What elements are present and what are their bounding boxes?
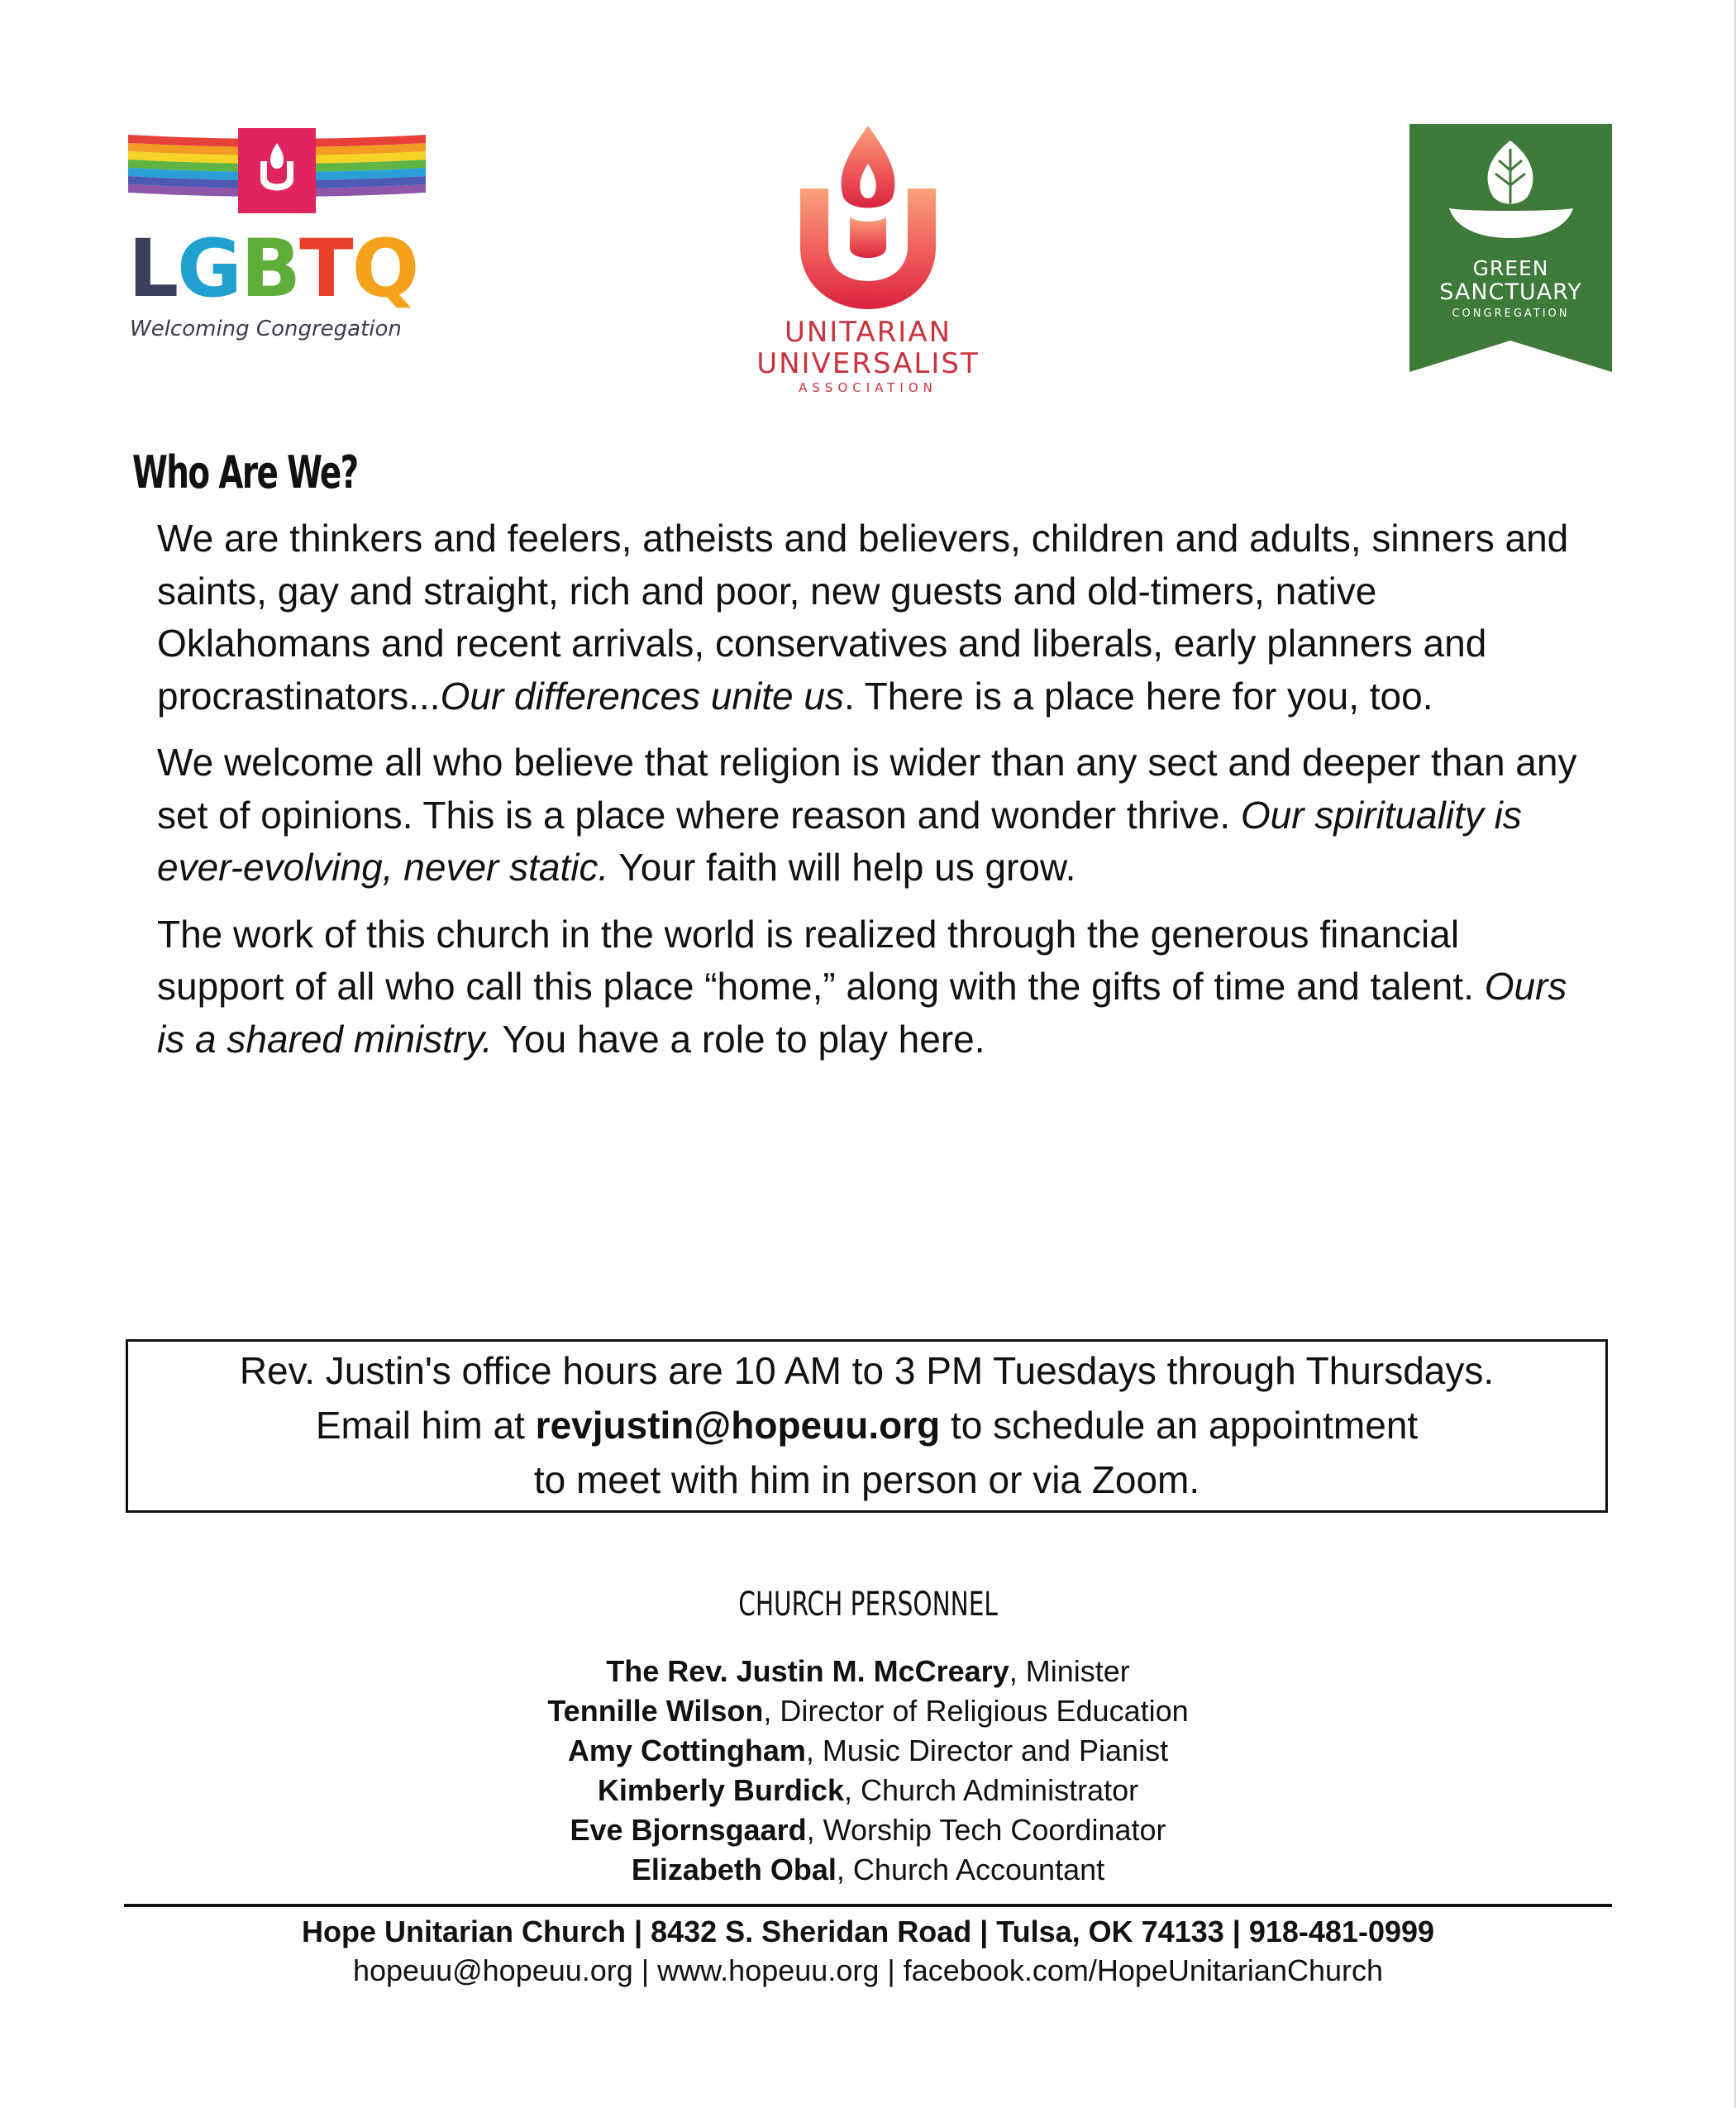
who-are-we-body [157, 513, 1587, 1080]
person-name: Eve Bjornsgaard [570, 1813, 807, 1847]
lgbtq-letter: L [128, 222, 178, 315]
text-run: . There is a place here for you, too. [843, 674, 1433, 718]
emphasis-text: Our differences unite us [440, 674, 844, 718]
lgbtq-wordmark [128, 222, 426, 315]
green-line-green: GREEN [1472, 256, 1549, 280]
rainbow-flag-icon [128, 128, 426, 223]
uua-line-universalist: UNIVERSALIST [756, 347, 980, 380]
person-role: , Church Administrator [843, 1773, 1139, 1807]
person-role: , Minister [1009, 1654, 1130, 1688]
footer-divider [124, 1904, 1612, 1907]
person-name: Amy Cottingham [567, 1734, 806, 1767]
text-run: Your faith will help us grow. [608, 846, 1076, 889]
person-role: , Church Accountant [836, 1853, 1105, 1886]
person-role: , Music Director and Pianist [805, 1734, 1169, 1767]
person-name: Kimberly Burdick [597, 1773, 844, 1807]
lgbtq-subtitle: Welcoming Congregation [130, 317, 402, 341]
office-email-line [128, 1398, 1605, 1452]
green-line-sanctuary: SANCTUARY [1439, 279, 1582, 305]
person-name: Elizabeth Obal [631, 1853, 837, 1886]
personnel-list [0, 1652, 1736, 1890]
text-run: We are thinkers and feelers, atheists and believers, children and adults, sinners and saints, gay and straight, rich and poor, new guests and old-timers, native Oklahomans and recent arrivals, conservatives and liberals, early planners and procrastinators... [157, 517, 1569, 718]
text-run: to schedule an appointment [940, 1404, 1419, 1447]
emphasis-text: Our spirituality is ever-evolving, never static. [157, 793, 1522, 889]
uua-line-association: ASSOCIATION [799, 380, 937, 395]
personnel-title: CHURCH PERSONNEL [738, 1586, 998, 1624]
text-run: Email him at [315, 1404, 536, 1447]
lgbtq-letter: Q [351, 222, 418, 315]
text-run: You have a role to play here. [492, 1017, 985, 1061]
uua-logo [756, 124, 980, 397]
person-role: , Director of Religious Education [763, 1694, 1189, 1728]
person-name: Tennille Wilson [547, 1694, 764, 1728]
personnel-item [0, 1850, 1736, 1890]
lgbtq-letter: B [240, 222, 300, 315]
text-run: We welcome all who believe that religion is wider than any sect and deeper than any set of opinions. This is a place where reason and wonder thrive. [157, 741, 1577, 837]
personnel-item [0, 1731, 1736, 1771]
office-zoom-line: to meet with him in person or via Zoom. [533, 1458, 1200, 1501]
personnel-item [0, 1771, 1736, 1810]
green-line-congregation: CONGREGATION [1452, 308, 1570, 320]
flaming-chalice-icon [761, 124, 975, 310]
text-run: The work of this church in the world is realized through the generous financial support of all who call this place “home,” along with the gifts of time and talent. [157, 912, 1485, 1008]
footer-contact-links[interactable]: hopeuu@hopeuu.org | www.hopeuu.org | facebook.com/HopeUnitarianChurch [352, 1953, 1384, 1987]
green-sanctuary-logo [1409, 124, 1612, 372]
email-link[interactable]: revjustin@hopeuu.org [535, 1404, 941, 1447]
person-role: , Worship Tech Coordinator [806, 1813, 1166, 1847]
footer-address: Hope Unitarian Church | 8432 S. Sheridan Road | Tulsa, OK 74133 | 918-481-0999 [301, 1915, 1435, 1948]
lgbtq-letter: T [299, 222, 352, 315]
who-are-we-title: Who Are We? [132, 446, 358, 498]
person-name: The Rev. Justin M. McCreary [606, 1654, 1009, 1688]
uua-line-unitarian: UNITARIAN [784, 316, 952, 349]
office-hours-line: Rev. Justin's office hours are 10 AM to 3 PM Tuesdays through Thursdays. [239, 1349, 1495, 1392]
office-hours-box [126, 1339, 1608, 1513]
personnel-item [0, 1810, 1736, 1850]
green-banner-icon [1409, 124, 1612, 372]
lgbtq-letter: G [177, 222, 241, 315]
paragraph-welcome [157, 737, 1587, 894]
emphasis-text: Ours is a shared ministry. [157, 965, 1567, 1061]
personnel-item [0, 1652, 1736, 1691]
paragraph-shared-ministry [157, 909, 1587, 1066]
personnel-item [0, 1691, 1736, 1731]
lgbtq-welcoming-logo [128, 128, 426, 351]
paragraph-differences [157, 513, 1587, 723]
